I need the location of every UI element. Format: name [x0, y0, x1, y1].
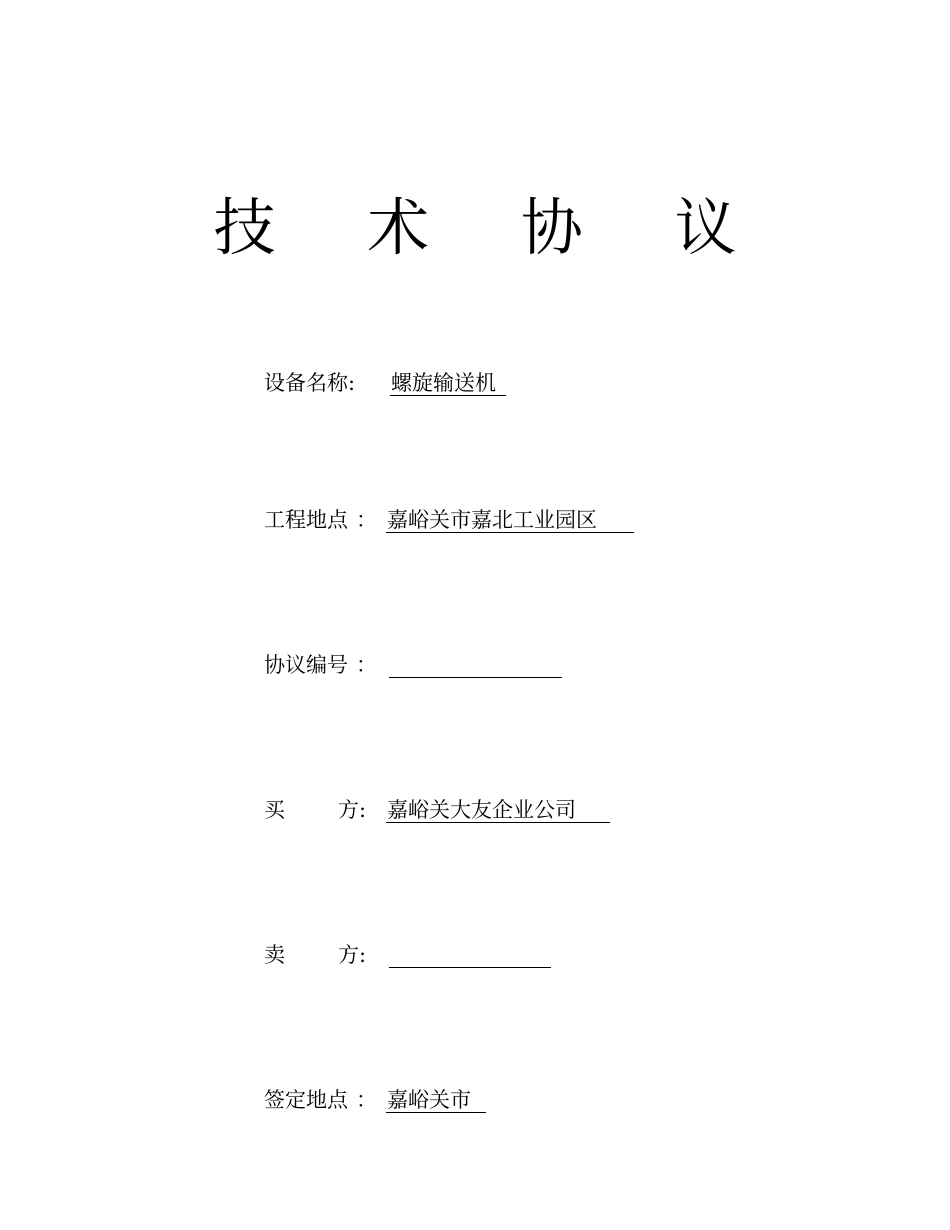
- document-title: 技 术 协 议: [213, 191, 773, 264]
- field-label-seller-char2: 方:: [338, 943, 367, 967]
- underline-seller: [389, 967, 551, 968]
- field-label-project-location: 工程地点: [264, 508, 348, 532]
- underline-project-location: [386, 532, 634, 533]
- field-colon-signing-location: ：: [356, 1088, 377, 1112]
- underline-agreement-number: [389, 677, 562, 678]
- underline-signing-location: [386, 1112, 486, 1113]
- field-value-project-location: 嘉峪关市嘉北工业园区: [387, 508, 597, 532]
- field-label-buyer-char2: 方:: [338, 798, 367, 822]
- underline-buyer: [386, 822, 610, 823]
- field-label-seller-char1: 卖: [264, 943, 285, 967]
- field-label-agreement-number: 协议编号: [264, 653, 348, 677]
- field-colon-agreement-number: ：: [356, 653, 377, 677]
- field-value-signing-location: 嘉峪关市: [387, 1088, 471, 1112]
- field-label-signing-location: 签定地点: [264, 1088, 348, 1112]
- field-colon-project-location: ：: [356, 508, 377, 532]
- field-value-buyer: 嘉峪关大友企业公司: [387, 798, 576, 822]
- underline-equipment-name: [390, 395, 506, 396]
- field-label-buyer-char1: 买: [264, 798, 285, 822]
- field-value-equipment-name: 螺旋输送机: [391, 371, 496, 395]
- field-label-equipment-name: 设备名称:: [264, 371, 356, 395]
